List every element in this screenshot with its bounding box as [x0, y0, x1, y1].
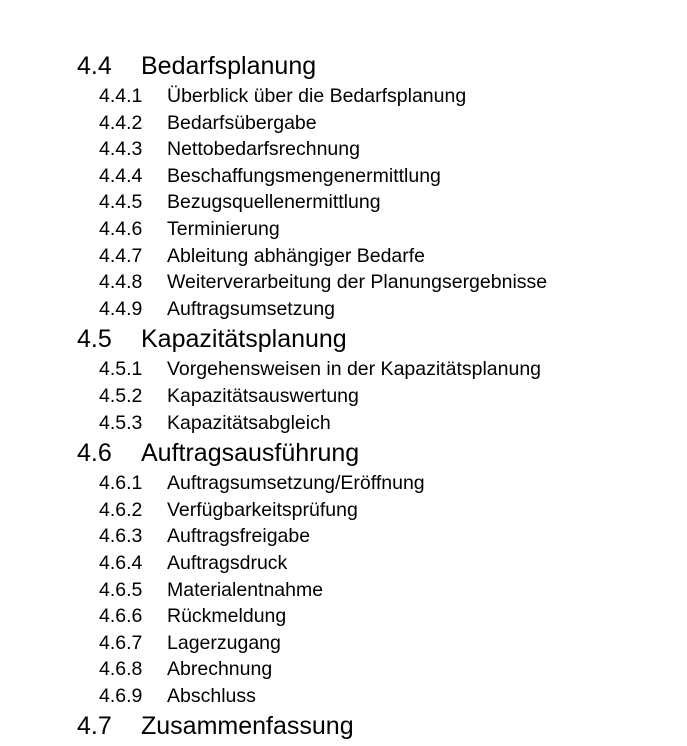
subsection-title: Beschaffungsmengenermittlung [167, 164, 441, 187]
toc-subsection [0, 410, 687, 437]
subsection-number: 4.6.6 [99, 605, 143, 628]
section-number: 4.4 [77, 52, 112, 80]
subsection-title: Auftragsfreigabe [167, 525, 311, 548]
toc-subsection [0, 523, 687, 550]
section-number: 4.5 [77, 325, 112, 354]
subsection-number: 4.4.7 [99, 244, 143, 267]
subsection-number: 4.6.9 [99, 684, 143, 707]
subsection-title: Abschluss [167, 684, 256, 707]
subsection-number: 4.5.1 [99, 358, 143, 381]
toc-subsection [0, 356, 687, 383]
section-number: 4.6 [77, 439, 112, 468]
toc-subsection [0, 630, 687, 657]
subsection-title: Überblick über die Bedarfsplanung [167, 85, 467, 107]
subsection-title: Kapazitätsauswertung [167, 384, 359, 407]
subsection-title: Terminierung [167, 217, 280, 240]
subsection-title: Materialentnahme [167, 578, 324, 601]
subsection-number: 4.6.7 [99, 631, 143, 654]
toc-section [0, 436, 687, 709]
subsection-title: Auftragsdruck [167, 551, 288, 574]
toc-subsection [0, 683, 687, 710]
toc-subsection [0, 110, 687, 137]
subsection-number: 4.4.6 [99, 217, 143, 240]
toc-subsection [0, 83, 687, 110]
subsection-title: Weiterverarbeitung der Planungsergebnisse [167, 271, 548, 294]
toc-subsection [0, 383, 687, 410]
toc-subsection [0, 550, 687, 577]
subsection-title: Bedarfsübergabe [167, 111, 317, 134]
subsection-number: 4.4.2 [99, 111, 143, 134]
subsection-title: Auftragsumsetzung [167, 297, 336, 320]
subsection-number: 4.4.9 [99, 297, 143, 320]
toc-subsection [0, 269, 687, 296]
subsection-title: Nettobedarfsrechnung [167, 138, 360, 161]
subsection-title: Abrechnung [167, 658, 273, 681]
table-of-contents [0, 49, 687, 743]
subsection-number: 4.5.2 [99, 384, 143, 407]
section-title: Zusammenfassung [141, 712, 354, 741]
subsection-number: 4.4.8 [99, 271, 143, 294]
subsection-number: 4.6.5 [99, 578, 143, 601]
subsection-number: 4.4.1 [99, 85, 143, 107]
subsection-number: 4.6.2 [99, 498, 143, 521]
subsection-number: 4.4.3 [99, 138, 143, 161]
section-heading [0, 709, 687, 743]
section-number: 4.7 [77, 712, 112, 741]
toc-section [0, 49, 687, 322]
toc-subsection [0, 603, 687, 630]
toc-subsection [0, 656, 687, 683]
section-heading [0, 436, 687, 470]
subsection-title: Lagerzugang [167, 631, 281, 654]
section-title: Kapazitätsplanung [141, 325, 347, 354]
toc-section [0, 709, 687, 743]
toc-subsection [0, 163, 687, 190]
toc-subsection [0, 216, 687, 243]
toc-subsection [0, 577, 687, 604]
subsection-number: 4.4.5 [99, 191, 143, 214]
section-title: Bedarfsplanung [141, 52, 317, 80]
subsection-title: Auftragsumsetzung/Eröffnung [167, 472, 425, 495]
toc-subsection [0, 189, 687, 216]
section-heading [0, 322, 687, 356]
toc-section [0, 322, 687, 436]
subsection-title: Ableitung abhängiger Bedarfe [167, 244, 426, 267]
section-heading [0, 49, 687, 83]
subsection-title: Verfügbarkeitsprüfung [167, 498, 358, 521]
toc-subsection [0, 243, 687, 270]
subsection-title: Bezugsquellenermittlung [167, 191, 381, 214]
subsection-title: Vorgehensweisen in der Kapazitätsplanung [167, 358, 542, 381]
subsection-number: 4.5.3 [99, 411, 143, 434]
subsection-title: Rückmeldung [167, 605, 287, 628]
subsection-number: 4.6.1 [99, 472, 143, 495]
toc-subsection [0, 136, 687, 163]
subsection-title: Kapazitätsabgleich [167, 411, 331, 434]
subsection-number: 4.4.4 [99, 164, 143, 187]
toc-subsection [0, 497, 687, 524]
subsection-number: 4.6.3 [99, 525, 143, 548]
toc-subsection [0, 296, 687, 323]
subsection-number: 4.6.8 [99, 658, 143, 681]
section-title: Auftragsausführung [141, 439, 360, 468]
subsection-number: 4.6.4 [99, 551, 143, 574]
toc-subsection [0, 470, 687, 497]
